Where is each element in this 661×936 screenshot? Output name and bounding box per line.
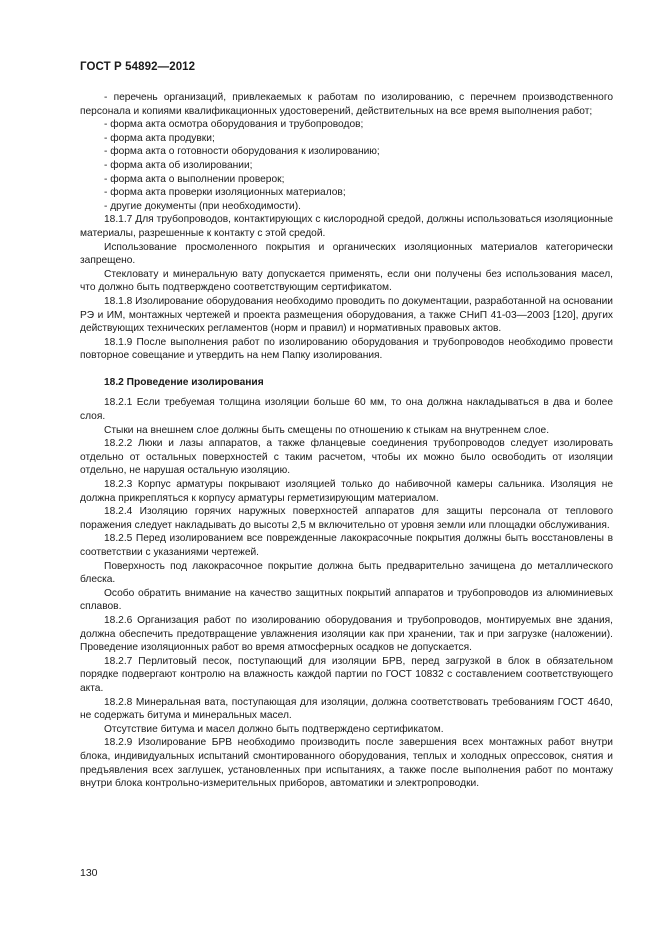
paragraph: 18.2.4 Изоляцию горячих наружных поверхностей аппаратов для защиты персонала от теплового поражения следует накладывать до высоты 2,5 м включительно от уровня земли или площадки обслуживания.: [80, 506, 613, 531]
paragraph: 18.2.9 Изолирование БРВ необходимо производить после завершения всех монтажных работ внутри блока, индивидуальных испытаний смонтированного оборудования, теплых и холодных опрессовок, снятия и предъявления всех заглушек, установленных при испытаниях, а также после выполнения работ по монтажу внутри блока контрольно-измерительных приборов, автоматики и электропроводки.: [80, 737, 613, 790]
paragraph: 18.2.5 Перед изолированием все поврежденные лакокрасочные покрытия должны быть восстановлены в соответствии с указаниями чертежей.: [80, 533, 613, 558]
list-item: - форма акта продувки;: [104, 132, 215, 144]
paragraph: 18.2.1 Если требуемая толщина изоляции больше 60 мм, то она должна накладываться в два и более слоя.: [80, 397, 613, 423]
paragraph: Использование просмоленного покрытия и органических изоляционных материалов категорически запрещено.: [80, 241, 613, 267]
paragraph: 18.1.7 Для трубопроводов, контактирующих с кислородной средой, должны использоваться изоляционные материалы, разрешенные к контакту с этой средой.: [80, 214, 613, 239]
list-item: - форма акта проверки изоляционных материалов;: [104, 187, 346, 199]
paragraph: 18.1.8 Изолирование оборудования необходимо проводить по документации, разработанной на основании РЭ и ИМ, монтажных чертежей и проекта размещения оборудования, а также СНиП 41-03—2003 [120], других действующих технических регламентов (норм и правил) и нормативных правовых актов.: [80, 295, 613, 335]
list-item: - форма акта о выполнении проверок;: [104, 173, 285, 185]
paragraph: Стекловату и минеральную вату допускается применять, если они получены без использования масел, что должно быть подтверждено соответствующим сертификатом.: [80, 268, 613, 294]
section-heading: 18.2 Проведение изолирования: [104, 376, 264, 388]
list-item: - форма акта о готовности оборудования к изолированию;: [104, 146, 380, 158]
paragraph: - перечень организаций, привлекаемых к работам по изолированию, с перечнем производственного персонала и копиями квалификационных удостоверений, действительных на все время выполнения работ;: [80, 92, 613, 117]
list-item: - форма акта об изолировании;: [104, 159, 253, 171]
paragraph: 18.2.7 Перлитовый песок, поступающий для изоляции БРВ, перед загрузкой в блок в обязательном порядке подвергают контролю на влажность каждой партии по ГОСТ 10832 с составлением соответствующего акта.: [80, 655, 613, 694]
page-body: [80, 91, 613, 791]
page-number: 130: [80, 867, 98, 879]
document-header: ГОСТ Р 54892—2012: [80, 61, 196, 73]
paragraph: 18.1.9 После выполнения работ по изолированию оборудования и трубопроводов необходимо провести повторное совещание и утвердить на нем Папку изолирования.: [80, 336, 613, 362]
paragraph: 18.2.6 Организация работ по изолированию оборудования и трубопроводов, монтируемых вне здания, должна обеспечить предотвращение увлажнения изоляции как при хранении, так и при загрузке (наложении). Проведение изоляционных работ во время атмосферных осадков не допускается.: [80, 614, 613, 654]
paragraph: Особо обратить внимание на качество защитных покрытий аппаратов и трубопроводов из алюминиевых сплавов.: [80, 587, 613, 613]
paragraph: Отсутствие битума и масел должно быть подтверждено сертификатом.: [104, 723, 444, 735]
paragraph: Поверхность под лакокрасочное покрытие должна быть предварительно зачищена до металлического блеска.: [80, 560, 613, 586]
paragraph: 18.2.2 Люки и лазы аппаратов, а также фланцевые соединения трубопроводов следует изолировать отдельно от остальных поверхностей с таким расчетом, чтобы их можно было освободить от изоляции отдельно, не нарушая остальную изоляцию.: [80, 438, 613, 477]
paragraph: 18.2.8 Минеральная вата, поступающая для изоляции, должна соответствовать требованиям ГОСТ 4640, не содержать битума и минеральных масел.: [80, 696, 613, 722]
paragraph: Стыки на внешнем слое должны быть смещены по отношению к стыкам на внутреннем слое.: [104, 424, 550, 436]
list-item: - форма акта осмотра оборудования и трубопроводов;: [104, 119, 364, 131]
list-item: - другие документы (при необходимости).: [104, 200, 301, 212]
paragraph: 18.2.3 Корпус арматуры покрывают изоляцией только до набивочной камеры сальника. Изоляция не должна прикрепляться к корпусу арматуры герметизирующим материалом.: [80, 479, 613, 504]
